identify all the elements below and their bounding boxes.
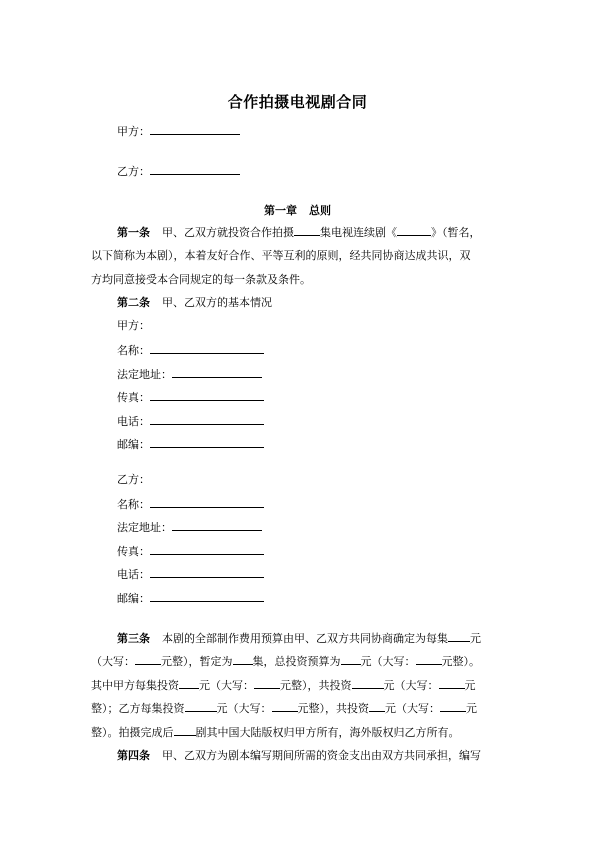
party-a-postcode-field: 邮编： xyxy=(117,437,264,452)
party-a-address-field: 法定地址： xyxy=(117,367,262,382)
drama-title-blank xyxy=(397,225,431,236)
article-1-line-3: 方均同意接受本合同规定的每一条款及条件。 xyxy=(91,273,311,286)
article-3-label: 第三条 xyxy=(117,632,150,645)
article-2-label: 第二条 xyxy=(117,296,150,309)
party-a-blank xyxy=(150,124,240,135)
chapter-heading xyxy=(0,202,595,218)
article-1-line-1: 第一条 甲、乙双方就投资合作拍摄 集电视连续剧《 》（暂名， xyxy=(117,226,481,239)
article-3-line-5: 整）。拍摄完成后 剧其中国大陆版权归甲方所有，海外版权归乙方所有。 xyxy=(91,726,460,739)
article-1-label: 第一条 xyxy=(117,226,150,239)
party-a-name-field: 名称： xyxy=(117,343,264,358)
article-3-line-4: 整）；乙方每集投资 元（大写： 元整），共投资 元（大写： 元 xyxy=(91,702,477,715)
chapter-name: 总则 xyxy=(309,204,331,217)
article-3-line-2: （大写： 元整），暂定为 集，总投资预算为 元（大写： 元整）。 xyxy=(91,655,480,668)
party-a-phone-field: 电话： xyxy=(117,414,264,429)
party-a-info-heading: 甲方： xyxy=(117,319,150,332)
episodes-blank xyxy=(294,225,320,236)
article-1-line-2: 以下简称为本剧），本着友好合作、平等互利的原则，经共同协商达成共识，双 xyxy=(91,249,471,262)
party-a-fax-field: 传真： xyxy=(117,390,264,405)
party-b-phone-field: 电话： xyxy=(117,567,264,582)
party-b-label: 乙方： xyxy=(117,165,150,178)
article-3-line-1: 第三条 本剧的全部制作费用预算由甲、乙双方共同协商确定为每集 元 xyxy=(117,632,481,645)
party-b-address-field: 法定地址： xyxy=(117,520,262,535)
party-b-blank xyxy=(150,164,240,175)
party-b-name-field: 名称： xyxy=(117,497,264,512)
article-4-line-1: 第四条 甲、乙双方为剧本编写期间所需的资金支出由双方共同承担，编写 xyxy=(117,749,481,762)
party-b-fax-field: 传真： xyxy=(117,544,264,559)
article-2-heading: 第二条 甲、乙双方的基本情况 xyxy=(117,296,272,309)
party-a-signature-line xyxy=(117,124,240,139)
chapter-number: 第一章 xyxy=(264,204,297,217)
party-b-info-heading: 乙方： xyxy=(117,473,150,486)
contract-title: 合作拍摄电视剧合同 xyxy=(227,93,368,111)
party-a-label: 甲方： xyxy=(117,125,150,138)
party-b-postcode-field: 邮编： xyxy=(117,591,264,606)
article-3-line-3: 其中甲方每集投资 元（大写： 元整），共投资 元（大写： 元 xyxy=(91,679,476,692)
party-b-signature-line xyxy=(117,164,240,179)
article-4-label: 第四条 xyxy=(117,749,150,762)
